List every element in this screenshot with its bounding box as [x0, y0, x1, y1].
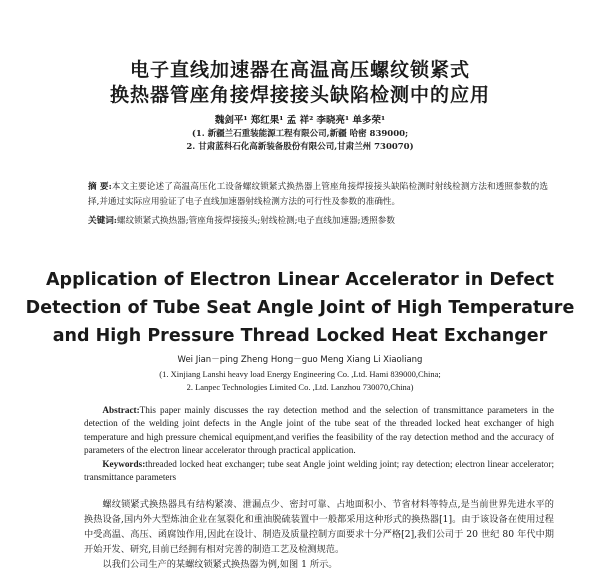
chinese-keywords — [88, 214, 548, 229]
body-text — [84, 497, 554, 572]
english-affiliation-2: 2. Lanpec Technologies Limited Co. ,Ltd. Lanzhou 730070,China) — [186, 382, 414, 392]
body-paragraph-1: 螺纹锁紧式换热器具有结构紧凑、泄漏点少、密封可靠、占地面积小、节省材料等特点,是当前世界先进水平的换热设备,国内外大型炼油企业在氢裂化和重油脱硫装置中一般都采用这种形式的换热器[1]。由于该设备在使用过程中受高温、高压、函腐蚀作用,因此在设计、制造及质量控制方面要求十分严格[2],我们公司于 20 世纪 80 年代中期开始开发、研究,目前已经拥有相对完善的制造工艺及检测规范。 — [84, 499, 554, 555]
english-title — [0, 266, 600, 350]
english-title-line-3: and High Pressure Thread Locked Heat Exchanger — [52, 326, 548, 346]
chinese-keywords-text: 螺纹锁紧式换热器;管座角接焊接接头;射线检测;电子直线加速器;透照参数 — [116, 216, 395, 226]
english-affiliations — [0, 368, 600, 394]
chinese-abstract-label: 摘 要: — [88, 182, 112, 192]
chinese-affiliation-1: (1. 新疆兰石重装能源工程有限公司,新疆 哈密 839000; — [191, 129, 409, 139]
chinese-title — [0, 58, 600, 108]
chinese-title-line-1: 电子直线加速器在高温高压螺纹锁紧式 — [129, 59, 470, 81]
chinese-abstract — [88, 180, 548, 229]
chinese-keywords-label: 关键词: — [88, 216, 117, 226]
chinese-affiliation-2: 2. 甘肃蓝科石化高新装备股份有限公司,甘肃兰州 730070) — [186, 142, 414, 152]
english-title-line-2: Detection of Tube Seat Angle Joint of High Temperature — [25, 298, 575, 318]
english-abstract-text: This paper mainly discusses the ray detection method and the selection of transmittance parameters in the detection of the welding joint defects in the Angle joint of the tube seat of the threaded locked heat exchanger of high temperature and high pressure chemical equipment,and verifies the feasibility of the ray detection method and the accuracy of parameters of the electron linear accelerator through practical application. — [84, 405, 554, 456]
chinese-title-line-2: 换热器管座角接焊接接头缺陷检测中的应用 — [109, 84, 490, 106]
english-keywords-label: Keywords: — [102, 458, 146, 469]
english-affiliation-1: (1. Xinjiang Lanshi heavy load Energy Engineering Co. ,Ltd. Hami 839000,China; — [159, 369, 441, 379]
english-keywords-text: threaded locked heat exchanger; tube seat Angle joint welding joint; ray detection; electron linear accelerator; transmittance parameters — [84, 458, 554, 483]
english-title-line-1: Application of Electron Linear Accelerator in Defect — [46, 270, 554, 290]
chinese-abstract-text: 本文主要论述了高温高压化工设备螺纹锁紧式换热器上管座角接焊接接头缺陷检测时射线检测方法和透照参数的选择,并通过实际应用验证了电子直线加速器射线检测方法的可行性及参数的准确性。 — [88, 182, 548, 207]
chinese-author-list: 魏剑平¹ 郑红果¹ 孟 祥² 李晓亮¹ 单多荣¹ — [214, 115, 386, 126]
english-abstract-label: Abstract: — [102, 405, 140, 415]
english-abstract — [84, 404, 554, 484]
english-authors: Wei Jian－ping Zheng Hong－guo Meng Xiang Li Xiaoliang — [177, 355, 423, 365]
chinese-authors — [0, 114, 600, 154]
body-paragraph-2: 以我们公司生产的某螺纹锁紧式换热器为例,如图 1 所示。 — [102, 559, 338, 570]
